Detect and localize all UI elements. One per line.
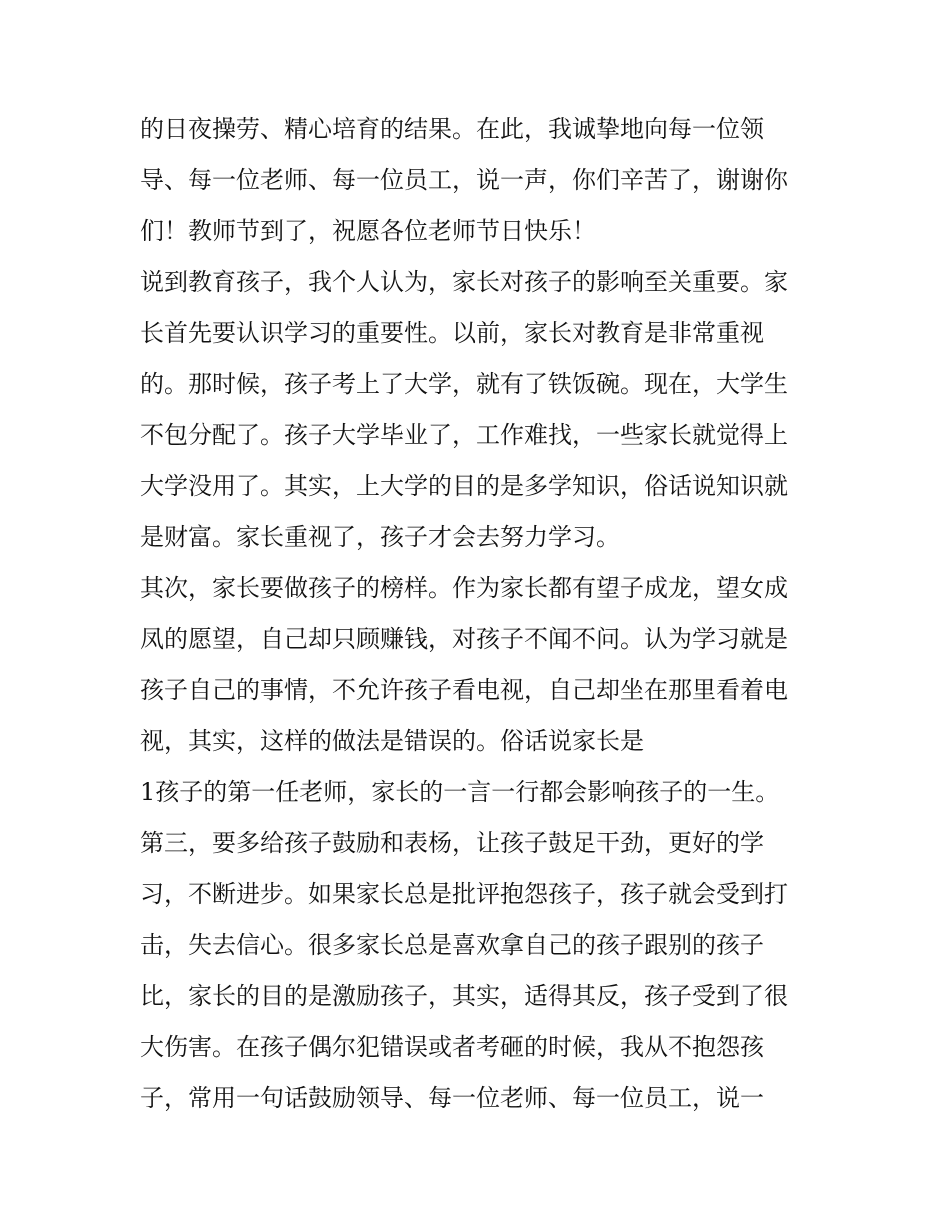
text-line: 击，失去信心。很多家长总是喜欢拿自己的孩子跟别的孩子: [140, 931, 764, 959]
text-line: 比，家长的目的是激励孩子，其实，适得其反，孩子受到了很: [140, 982, 788, 1010]
text-line: 长首先要认识学习的重要性。以前，家长对教育是非常重视: [140, 319, 764, 347]
body-text: [140, 104, 815, 1124]
text-line: 说到教育孩子，我个人认为，家长对孩子的影响至关重要。家: [140, 268, 788, 296]
text-line: 的。那时候，孩子考上了大学，就有了铁饭碗。现在，大学生: [140, 370, 788, 398]
text-line: 大伤害。在孩子偶尔犯错误或者考砸的时候，我从不抱怨孩: [140, 1033, 764, 1061]
text-line: 是财富。家长重视了，孩子才会去努力学习。: [140, 523, 620, 551]
text-line: 大学没用了。其实，上大学的目的是多学知识，俗话说知识就: [140, 472, 788, 500]
text-line: 的日夜操劳、精心培育的结果。在此，我诚挚地向每一位领: [140, 115, 764, 143]
text-line: 导、每一位老师、每一位员工，说一声，你们辛苦了，谢谢你: [140, 166, 788, 194]
text-line: 第三，要多给孩子鼓励和表杨，让孩子鼓足干劲，更好的学: [140, 829, 764, 857]
text-line: 子，常用一句话鼓励领导、每一位老师、每一位员工，说一: [140, 1084, 764, 1112]
text-line: 习，不断进步。如果家长总是批评抱怨孩子，孩子就会受到打: [140, 880, 788, 908]
text-line: 视，其实，这样的做法是错误的。俗话说家长是: [140, 727, 644, 755]
text-line: 孩子自己的事情，不允许孩子看电视，自己却坐在那里看着电: [140, 676, 788, 704]
text-line: 们！教师节到了，祝愿各位老师节日快乐！: [140, 217, 596, 245]
text-line: 1孩子的第一任老师，家长的一言一行都会影响孩子的一生。: [140, 778, 780, 806]
text-line: 不包分配了。孩子大学毕业了，工作难找，一些家长就觉得上: [140, 421, 788, 449]
text-line: 其次，家长要做孩子的榜样。作为家长都有望子成龙，望女成: [140, 574, 788, 602]
text-line: 凤的愿望，自己却只顾赚钱，对孩子不闻不问。认为学习就是: [140, 625, 788, 653]
